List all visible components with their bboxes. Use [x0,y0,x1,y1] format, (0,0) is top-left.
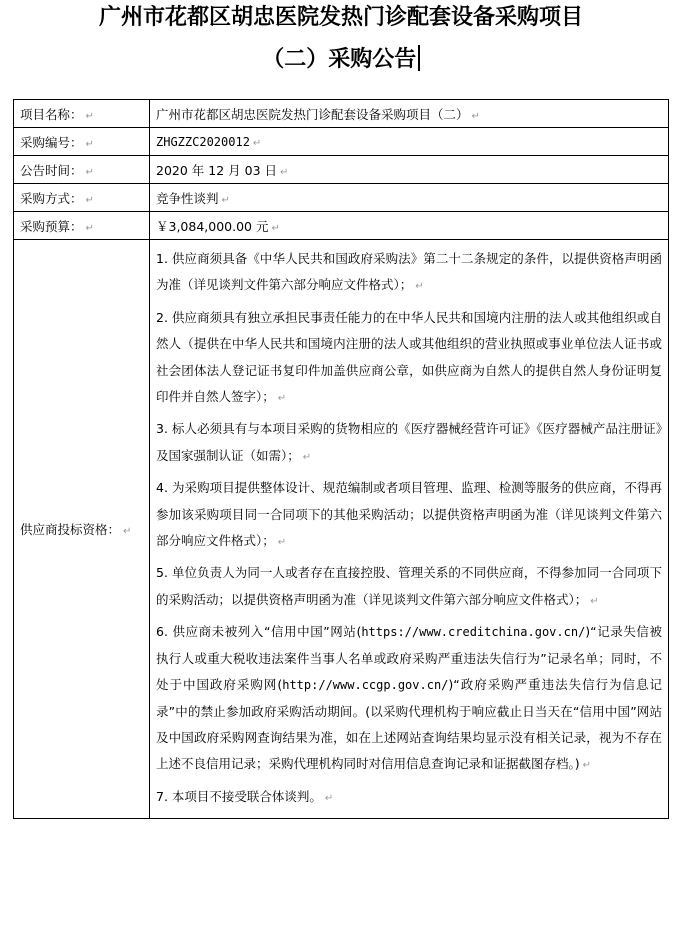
row-label: 项目名称： ↵ [14,100,150,128]
row-label: 采购方式： ↵ [14,184,150,212]
list-item: 4. 为采购项目提供整体设计、规范编制或者项目管理、监理、检测等服务的供应商，不得再参加该采购项目同一合同项下的其他采购活动；以提供资格声明函为准（详见谈判文件第六部分响应文件格式）； ↵ [156,480,662,549]
announcement-table [13,99,669,819]
ccgp-link[interactable]: http://www.ccgp.gov.cn/ [282,678,449,693]
list-item: 6. 供应商未被列入“信用中国”网站(https://www.creditchina.gov.cn/)“记录失信被执行人或重大税收违法案件当事人名单或政府采购严重违法失信行为”记录名单；同时，不处于中国政府采购网(http://www.ccgp.gov.cn/)“政府采购严重违法失信行为信息记录”中的禁止参加政府采购活动期间。(以采购代理机构于响应截止日当天在“信用中国”网站及中国政府采购网查询结果为准，如在上述网站查询结果均显示没有相关记录，视为不存在上述不良信用记录；采购代理机构同时对信用信息查询记录和证据截图存档。) ↵ [156,624,662,772]
table-row [14,184,669,212]
page-title: 广州市花都区胡忠医院发热门诊配套设备采购项目 [98,4,583,30]
row-value: 2020 年 12 月 03 日 ↵ [150,156,669,184]
row-label: 供应商投标资格： ↵ [14,240,150,819]
row-label: 采购编号： ↵ [14,128,150,156]
list-item: 1. 供应商须具备《中华人民共和国政府采购法》第二十二条规定的条件，以提供资格声明函为准（详见谈判文件第六部分响应文件格式）； ↵ [156,251,662,293]
table-row [14,156,669,184]
list-item: 2. 供应商须具有独立承担民事责任能力的在中华人民共和国境内注册的法人或其他组织或自然人（提供在中华人民共和国境内注册的法人或其他组织的营业执照或事业单位法人证书或社会团体法人登记证书复印件加盖供应商公章，如供应商为自然人的提供自然人身份证明复印件并自然人签字）； ↵ [156,309,662,405]
qualification-list [150,240,669,819]
table-row [14,128,669,156]
text-cursor [418,45,420,71]
table-row [14,100,669,128]
row-value: 竞争性谈判 ↵ [150,184,669,212]
row-value: 广州市花都区胡忠医院发热门诊配套设备采购项目（二） ↵ [150,100,669,128]
table-row [14,212,669,240]
list-item: 3. 标人必须具有与本项目采购的货物相应的《医疗器械经营许可证》《医疗器械产品注册证》及国家强制认证（如需）； ↵ [156,421,662,463]
row-value: ￥3,084,000.00 元 ↵ [150,212,669,240]
creditchina-link[interactable]: https://www.creditchina.gov.cn/ [361,625,586,640]
table-row [14,240,669,819]
list-item: 5. 单位负责人为同一人或者存在直接控股、管理关系的不同供应商，不得参加同一合同项下的采购活动；以提供资格声明函为准（详见谈判文件第六部分响应文件格式）； ↵ [156,565,662,607]
row-label: 采购预算： ↵ [14,212,150,240]
row-label: 公告时间： ↵ [14,156,150,184]
list-item: 7. 本项目不接受联合体谈判。 ↵ [156,788,334,804]
page-subtitle: （二）采购公告 [0,42,682,76]
row-value: ZHGZZC2020012 ↵ [150,128,669,156]
